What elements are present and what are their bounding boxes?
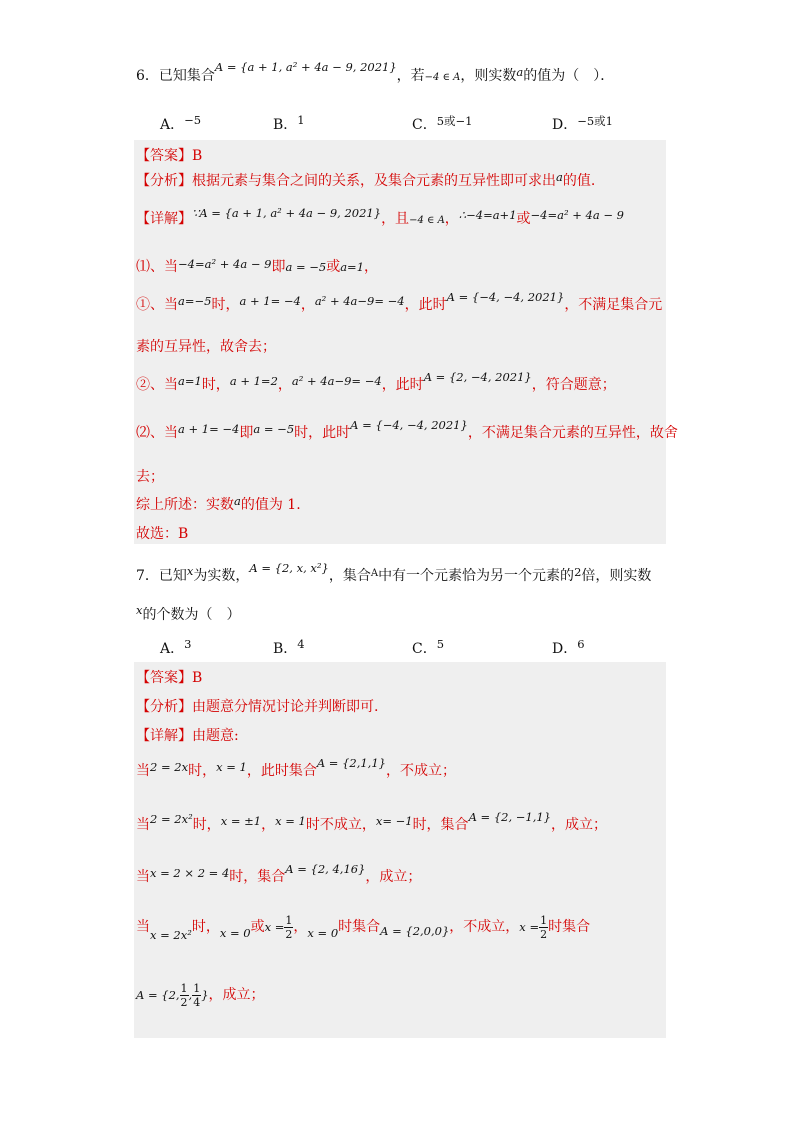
step-text: 时不成立， — [305, 817, 376, 833]
answer-text: 【答案】B — [136, 670, 203, 686]
q6-sub2 — [136, 370, 616, 394]
fraction-den: 2 — [540, 927, 548, 941]
step-value: x = 0 — [307, 926, 339, 940]
step-set: A = {2,0,0} — [380, 924, 450, 938]
step-set: A = {2,1,1} — [316, 756, 386, 770]
step-text: ，成立； — [208, 987, 265, 1003]
q7-var: x — [186, 564, 194, 578]
step-set: A = {2, — [136, 988, 180, 1002]
sub-text: 时， — [201, 377, 230, 393]
q6-var: a — [516, 65, 524, 79]
q6-set: A = {a + 1, a² + 4a − 9, 2021} — [214, 60, 397, 74]
step-text: ，成立； — [551, 817, 607, 833]
q7-answer — [136, 667, 202, 687]
step-text: 时， — [188, 763, 217, 779]
option-value: 4 — [297, 637, 305, 651]
q6-answer — [136, 145, 202, 165]
q7-line5 — [136, 980, 265, 1010]
option-label: C． — [412, 641, 437, 657]
fraction-den: 4 — [193, 995, 201, 1009]
q7-two: 2 — [574, 565, 582, 579]
step-text: 时集合 — [548, 919, 591, 935]
sub-text: ，符合题意； — [531, 377, 616, 393]
sub-eq: a² + 4a−9= −4 — [314, 294, 405, 308]
detail-set: ∵A = {a + 1, a² + 4a − 9, 2021} — [192, 206, 382, 220]
q7-line2 — [136, 810, 607, 834]
fraction-num: 1 — [285, 913, 293, 927]
q6-option-a — [160, 114, 201, 134]
option-label: A． — [160, 117, 185, 133]
q7-option-a — [160, 638, 191, 658]
summary-var: a — [234, 494, 241, 508]
q7-mid3: 中有一个元素恰为另一个元素的 — [378, 568, 575, 584]
option-value: 5或−1 — [436, 114, 473, 128]
q6-summary — [136, 494, 301, 514]
step-text: 时，集合 — [229, 869, 286, 885]
step-text: 当 — [136, 919, 150, 935]
q6-prefix: 6．已知集合 — [136, 68, 215, 84]
q7-line2: 的个数为（ ） — [142, 607, 241, 623]
summary-text: 综上所述：实数 — [136, 497, 234, 513]
q6-mid: ，若 — [396, 68, 425, 84]
step-value: x = — [264, 920, 285, 934]
case-text: ⑵、当 — [136, 425, 178, 441]
case-text: 时，此时 — [294, 425, 351, 441]
case-set: A = {−4, −4, 2021} — [350, 418, 468, 432]
q7-option-d — [552, 638, 585, 658]
step-eq: 2 = 2x — [150, 760, 189, 774]
step-text: 时，集合 — [412, 817, 469, 833]
q6-choose — [136, 523, 188, 543]
fraction-half — [539, 914, 548, 941]
step-text: 当 — [136, 817, 150, 833]
detail-mid: ，且 — [381, 211, 410, 227]
detail-eq2: −4=a² + 4a − 9 — [530, 208, 624, 222]
option-value: 5 — [436, 637, 445, 651]
q7-option-c — [412, 638, 444, 658]
fraction-den: 2 — [180, 995, 188, 1009]
case-text: ， — [364, 259, 379, 275]
analysis-tag: 【分析】 — [136, 173, 192, 189]
detail-sep: ， — [444, 211, 459, 227]
step-text: 时集合 — [338, 919, 381, 935]
q7-set: A = {2, x, x²} — [249, 561, 329, 575]
option-label: B． — [273, 641, 298, 657]
option-value: 1 — [297, 113, 305, 127]
q6-option-c — [412, 114, 473, 134]
detail-or: 或 — [516, 211, 531, 227]
analysis-end: 的值. — [562, 173, 596, 189]
q6-case2 — [136, 418, 678, 442]
step-text: ，不成立， — [449, 919, 520, 935]
q6-analysis — [136, 170, 595, 190]
step-value: x= −1 — [375, 814, 413, 828]
q6-stem — [136, 60, 615, 88]
case-text: ，不满足集合元素的互异性，故舍 — [467, 425, 678, 441]
q7-line3 — [136, 862, 422, 886]
step-value: x = ±1 — [220, 814, 262, 828]
detail-tag: 【详解】 — [136, 211, 192, 227]
q7-mid4: 倍，则实数 — [581, 568, 652, 584]
step-eq: x = 2 × 2 = 4 — [150, 866, 230, 880]
step-text: 时， — [191, 919, 220, 935]
fraction-den: 2 — [285, 927, 293, 941]
step-eq: 2 = 2x² — [150, 812, 193, 826]
step-text: ， — [261, 817, 276, 833]
detail-tag: 【详解】 — [136, 728, 192, 744]
sub-text: ①、当 — [136, 297, 178, 313]
step-set: A = {2, −1,1} — [468, 810, 551, 824]
option-label: A． — [160, 641, 185, 657]
case-text: ⑴、当 — [136, 259, 178, 275]
q6-case2-cont — [136, 466, 164, 486]
analysis-tag: 【分析】 — [136, 699, 192, 715]
summary-text: 的值为 1. — [240, 497, 301, 513]
option-label: D． — [552, 117, 578, 133]
fraction-num: 1 — [540, 913, 548, 927]
step-value: x = — [519, 920, 540, 934]
option-value: 6 — [577, 637, 585, 651]
case-value: a=1 — [340, 260, 365, 274]
q7-setA: A — [370, 568, 379, 579]
choose-text: 故选：B — [136, 526, 189, 542]
fraction-num: 1 — [193, 981, 201, 995]
step-text: ， — [293, 919, 308, 935]
sub-eq: a² + 4a−9= −4 — [291, 374, 382, 388]
sub-set: A = {−4, −4, 2021} — [446, 290, 565, 304]
case-text: 或 — [326, 259, 341, 275]
option-label: C． — [412, 117, 437, 133]
step-text: 当 — [136, 869, 150, 885]
case-eq: a + 1= −4 — [178, 422, 240, 436]
case-value: a = −5 — [253, 422, 295, 436]
step-eq: x = 2x² — [150, 928, 192, 942]
case-eq: −4=a² + 4a − 9 — [178, 257, 272, 271]
case-value: a = −5 — [285, 260, 327, 274]
q7-stem — [136, 561, 652, 588]
sub-eq: a + 1=2 — [229, 374, 278, 388]
step-text: ，不成立； — [385, 763, 456, 779]
q6-detail — [136, 208, 624, 228]
q7-detail — [136, 725, 239, 745]
case-text: 即 — [239, 425, 254, 441]
detail-text: 由题意: — [192, 728, 239, 744]
q6-case1 — [136, 256, 378, 276]
fraction-half — [180, 982, 189, 1009]
step-text: ，成立； — [365, 869, 422, 885]
step-comma: , — [188, 988, 193, 1002]
sub-text: 时， — [211, 297, 240, 313]
q6-option-b — [273, 114, 305, 134]
q6-cond: −4 ∈ A — [424, 72, 461, 83]
answer-text: 【答案】B — [136, 148, 203, 164]
step-set: A = {2, 4,16} — [285, 862, 366, 876]
sub-text: ，此时 — [381, 377, 424, 393]
detail-cond: −4 ∈ A — [409, 215, 445, 226]
q6-sub1-cont — [136, 336, 276, 356]
fraction-num: 1 — [180, 981, 188, 995]
q7-stem-line2 — [136, 604, 241, 624]
step-value: x = 0 — [219, 926, 251, 940]
q7-line1 — [136, 756, 456, 780]
option-value: 3 — [184, 637, 192, 651]
case-text: 去； — [136, 469, 164, 485]
step-value: x = 1 — [275, 814, 306, 828]
step-text: 或 — [250, 919, 265, 935]
step-text: 当 — [136, 763, 150, 779]
fraction-quarter — [192, 982, 201, 1009]
q7-line4 — [136, 912, 590, 942]
analysis-text: 根据元素与集合之间的关系，及集合元素的互异性即可求出 — [192, 173, 556, 189]
step-text: ，此时集合 — [246, 763, 317, 779]
q7-analysis — [136, 696, 378, 716]
analysis-var: a — [556, 170, 563, 184]
sub-text: 素的互异性，故舍去； — [136, 339, 276, 355]
step-value: x = 1 — [216, 760, 247, 774]
q6-suffix: 的值为（ ）． — [523, 68, 615, 84]
sub-text: ， — [277, 377, 292, 393]
sub-set: A = {2, −4, 2021} — [423, 370, 532, 384]
option-label: D． — [552, 641, 578, 657]
sub-text: ， — [300, 297, 315, 313]
q6-sub1 — [136, 290, 663, 314]
detail-eq1: ∴−4=a+1 — [458, 208, 517, 222]
step-set: } — [201, 988, 209, 1002]
sub-value: a=1 — [178, 374, 202, 388]
case-text: 即 — [271, 259, 286, 275]
step-text: 时， — [192, 817, 221, 833]
q7-mid2: ，集合 — [328, 568, 371, 584]
q7-var: x — [136, 603, 143, 617]
q6-option-d — [552, 114, 613, 134]
sub-text: ②、当 — [136, 377, 178, 393]
sub-value: a=−5 — [178, 294, 212, 308]
analysis-text: 由题意分情况讨论并判断即可. — [192, 699, 379, 715]
sub-text: ，不满足集合元 — [564, 297, 663, 313]
option-value: −5或1 — [577, 114, 614, 128]
q7-option-b — [273, 638, 305, 658]
q7-mid: 为实数， — [193, 568, 250, 584]
q6-mid2: ，则实数 — [460, 68, 517, 84]
q7-prefix: 7．已知 — [136, 568, 187, 584]
option-label: B． — [273, 117, 298, 133]
sub-eq: a + 1= −4 — [239, 294, 301, 308]
sub-text: ，此时 — [404, 297, 447, 313]
option-value: −5 — [184, 113, 202, 127]
